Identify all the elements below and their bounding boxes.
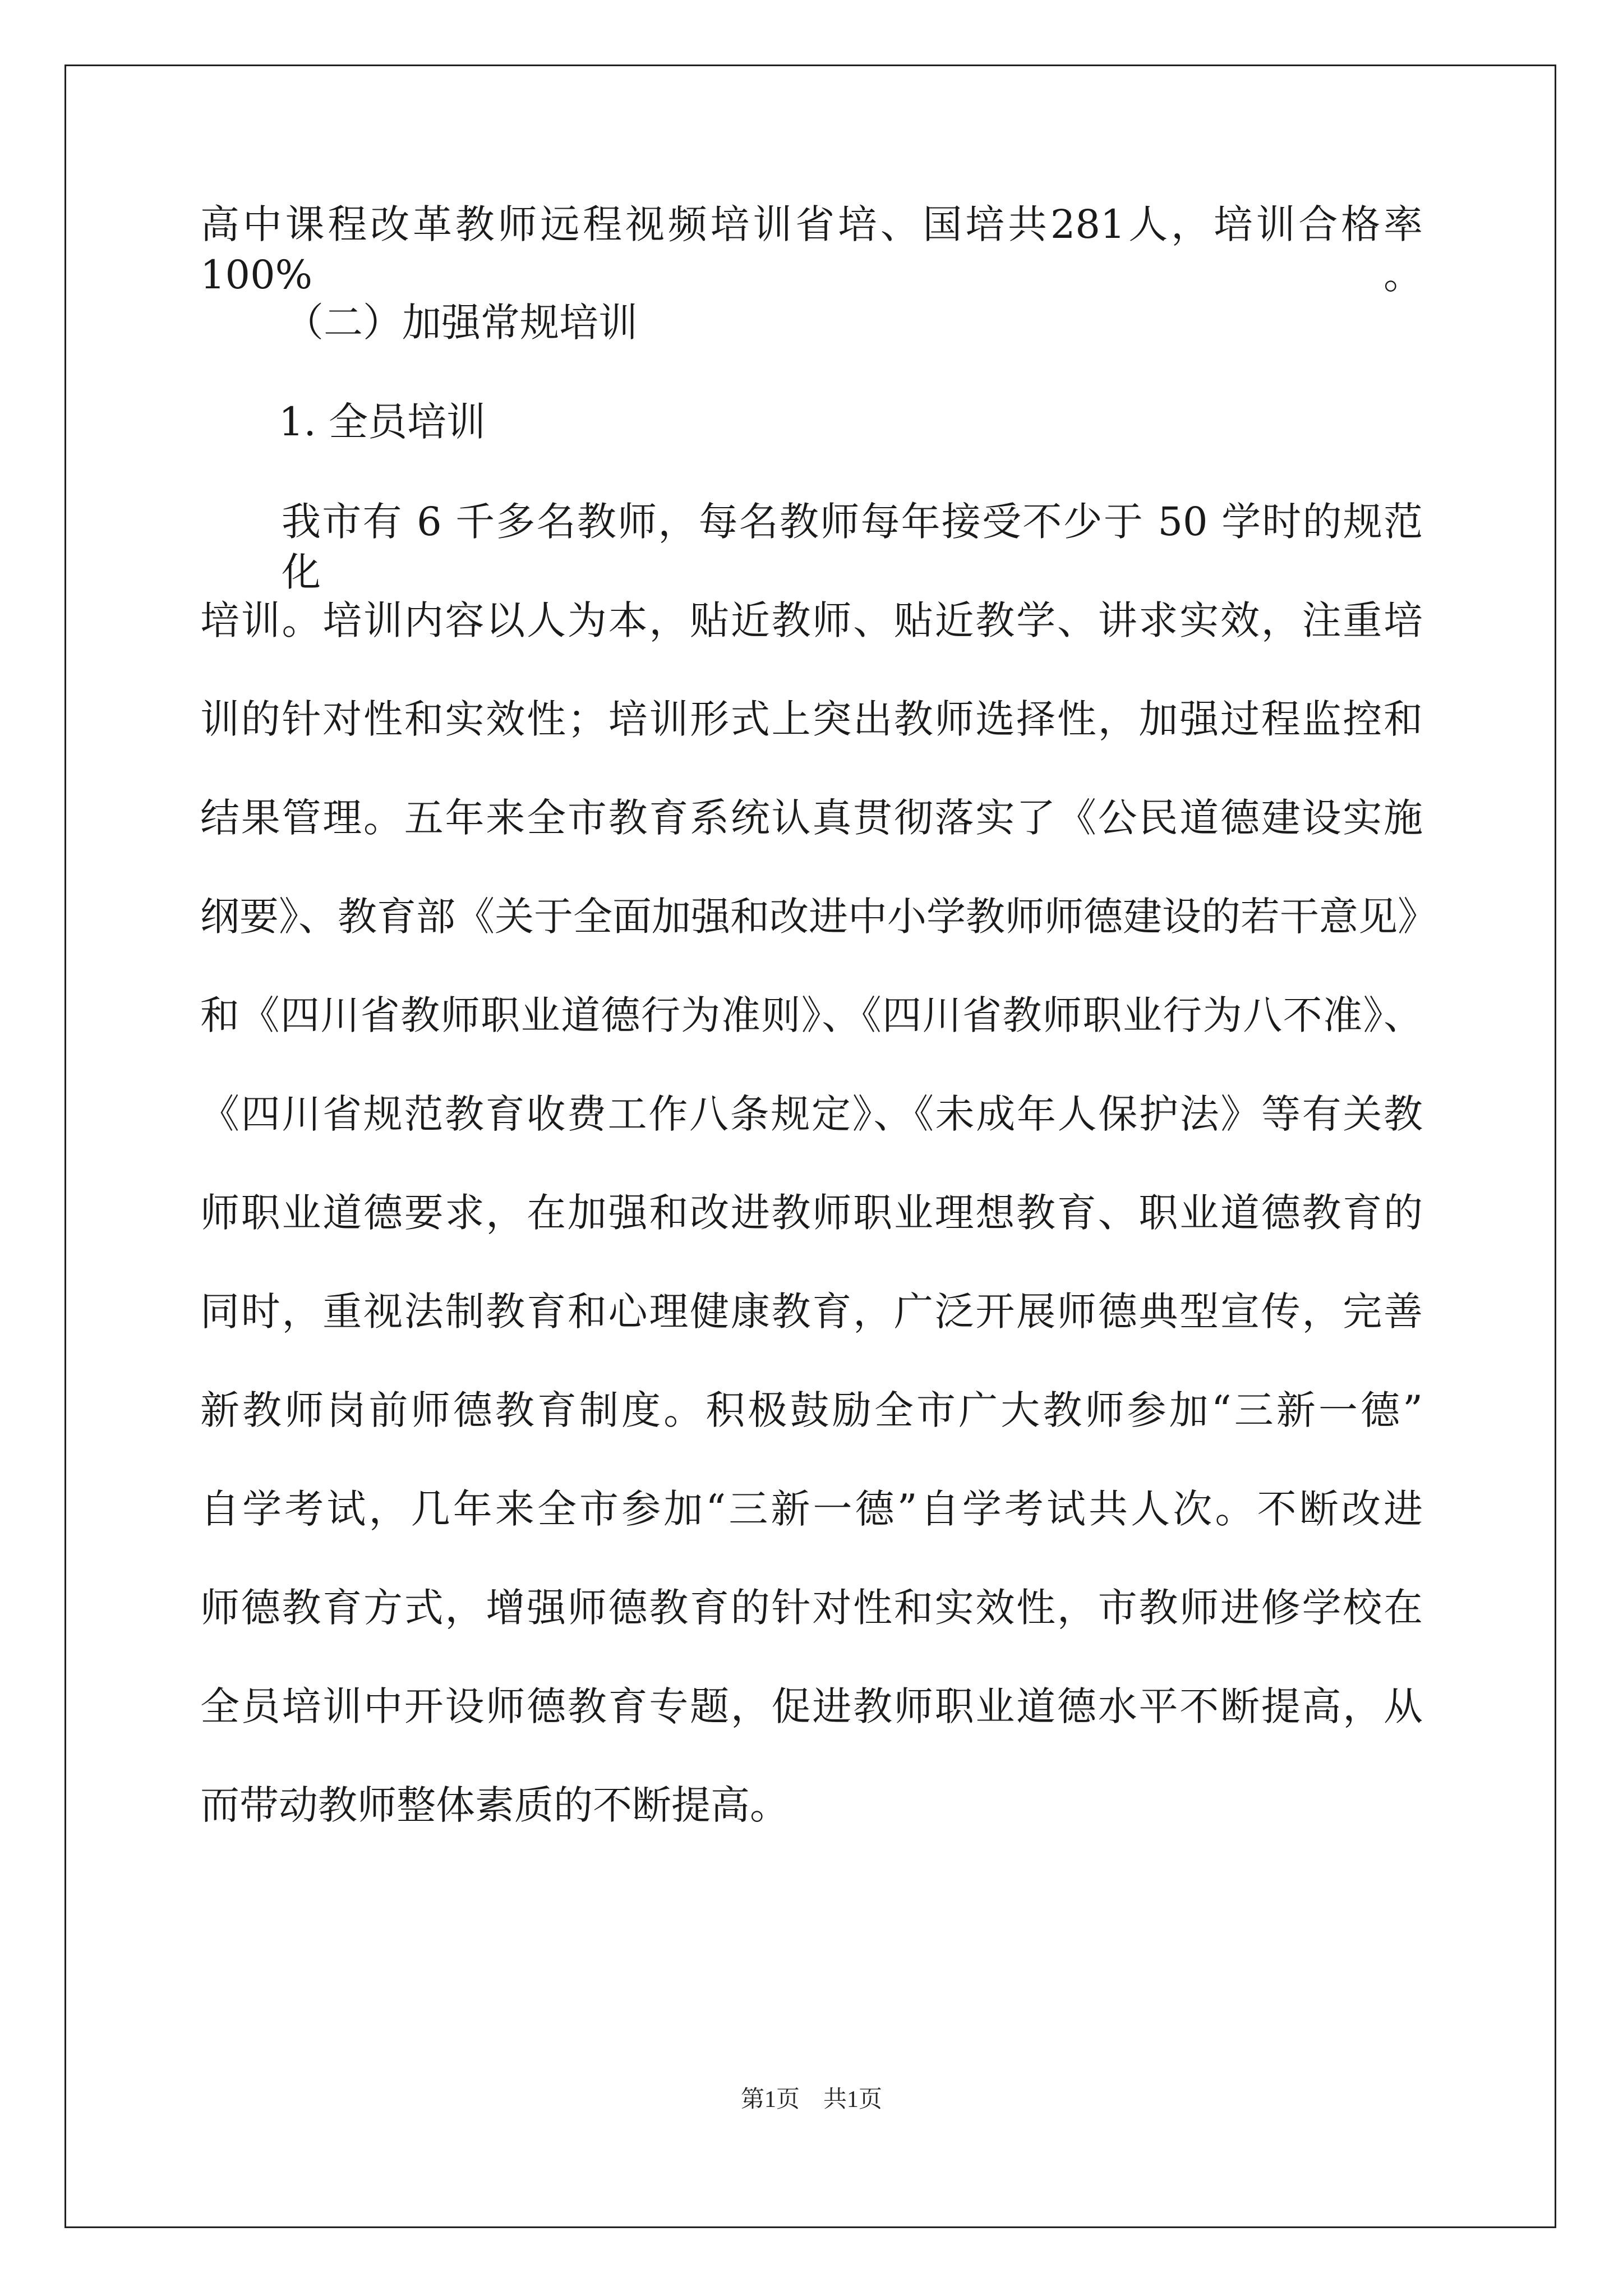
body-line: 师德教育方式，增强师德教育的针对性和实效性，市教师进修学校在	[200, 1585, 1423, 1631]
body-line: 同时，重视法制教育和心理健康教育，广泛开展师德典型宣传，完善	[200, 1289, 1423, 1335]
body-line: 我市有 6 千多名教师，每名教师每年接受不少于 50 学时的规范化	[282, 499, 1423, 595]
body-line: 训的针对性和实效性；培训形式上突出教师选择性，加强过程监控和	[200, 696, 1423, 742]
body-line: 结果管理。五年来全市教育系统认真贯彻落实了《公民道德建设实施	[200, 795, 1423, 841]
page-border	[64, 65, 1556, 2228]
body-line: 师职业道德要求，在加强和改进教师职业理想教育、职业道德教育的	[200, 1190, 1423, 1236]
page-number-footer: 第1页 共1页	[740, 2087, 882, 2113]
body-line: 全员培训中开设师德教育专题，促进教师职业道德水平不断提高，从	[200, 1683, 1423, 1729]
body-line: 培训。培训内容以人为本，贴近教师、贴近教学、讲求实效，注重培	[200, 597, 1423, 643]
section-heading: （二）加强常规培训	[284, 300, 638, 346]
body-line: 自学考试，几年来全市参加“三新一德”自学考试共人次。不断改进	[200, 1486, 1423, 1532]
body-line: 高中课程改革教师远程视频培训省培、国培共281人，培训合格率100%。	[200, 201, 1423, 298]
body-line: 而带动教师整体素质的不断提高。	[200, 1782, 789, 1828]
body-line: 纲要》、教育部《关于全面加强和改进中小学教师师德建设的若干意见》	[200, 894, 1437, 940]
body-line: 新教师岗前师德教育制度。积极鼓励全市广大教师参加“三新一德”	[200, 1387, 1423, 1433]
body-line: 《四川省规范教育收费工作八条规定》、《未成年人保护法》等有关教	[200, 1091, 1423, 1137]
subsection-heading: 1. 全员培训	[279, 399, 486, 445]
body-line: 和《四川省教师职业道德行为准则》、《四川省教师职业行为八不准》、	[200, 992, 1423, 1038]
